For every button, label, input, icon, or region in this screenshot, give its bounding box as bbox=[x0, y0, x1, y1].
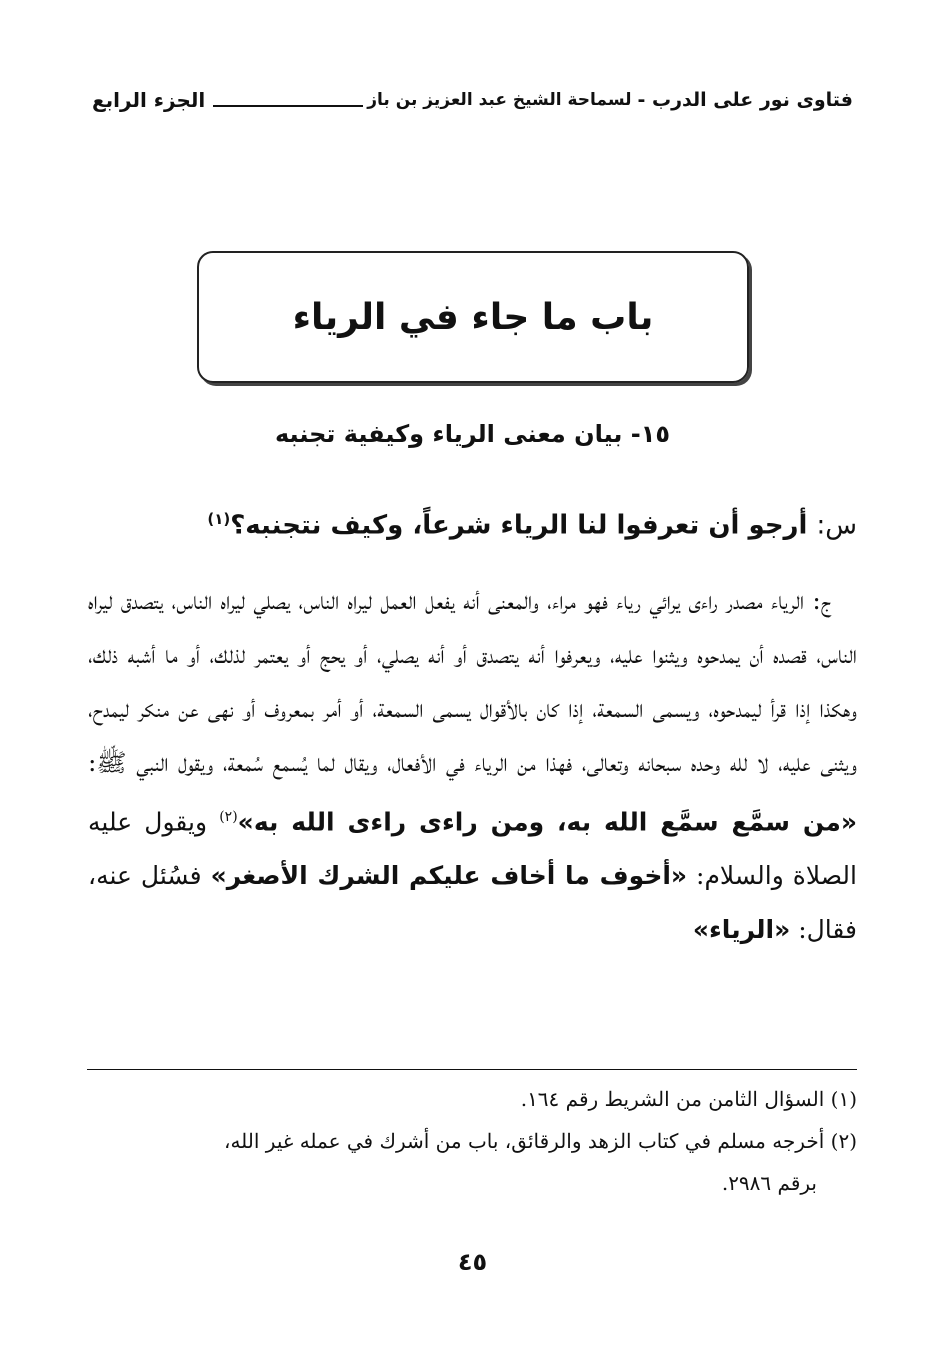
chapter-box bbox=[197, 251, 749, 383]
footnote-2-mark: (٢) bbox=[830, 1129, 857, 1153]
answer-text-2: ويقول عليه الصلاة والسلام: bbox=[88, 807, 857, 891]
footnotes bbox=[88, 1078, 857, 1204]
hadith-quote-2: «أخوف ما أخاف عليكم الشرك الأصغر» bbox=[210, 861, 688, 891]
answer-text-3: فسُئل عنه، فقال: bbox=[88, 861, 857, 945]
hadith-quote-3: «الرياء» bbox=[692, 915, 791, 945]
question-prefix: س: bbox=[816, 510, 857, 541]
footnote-2 bbox=[88, 1120, 857, 1204]
footnote-divider bbox=[87, 1069, 857, 1070]
question-text: أرجو أن تعرفوا لنا الرياء شرعاً، وكيف نتجنبه؟ bbox=[230, 510, 808, 541]
footnote-1-text: السؤال الثامن من الشريط رقم ١٦٤. bbox=[520, 1087, 825, 1111]
header-author: لسماحة الشيخ عبد العزيز بن باز bbox=[367, 90, 632, 110]
chapter-title: باب ما جاء في الرياء bbox=[292, 296, 654, 338]
answer-text-1: ج: الرياء مصدر راءى يرائي رياء فهو مراء، والمعنى أنه يفعل العمل ليراه الناس، يصلي ليراه الناس، يتصدق ليراه الناس، قصده أن يمدحوه ويثنوا عليه، ويعرفوا أنه يتصدق أو أنه يصلي، أو يحج أو يعتمر لذلك، أو ما أشبه ذلك، وهكذا إذا قرأ ليمدحوه، ويسمى السمعة، إذا كان بالأقوال يسمى السمعة، أو أمر بمعروف أو نهى عن منكر ليمدح، ويثنى عليه، لا لله وحده سبحانه وتعالى، فهذا من الرياء في الأفعال، ويقال لما يُسمع سُمعة، ويقول النبي ﷺ: bbox=[88, 586, 857, 777]
hadith-quote-1: «من سمَّع سمَّع الله به، ومن راءى راءى الله به» bbox=[237, 807, 857, 837]
header-rule bbox=[213, 93, 363, 107]
section-title: ١٥- بيان معنى الرياء وكيفية تجنبه bbox=[274, 420, 671, 448]
running-header bbox=[92, 82, 853, 118]
footnote-1-mark: (١) bbox=[830, 1087, 857, 1111]
answer-paragraph bbox=[88, 574, 857, 957]
header-book-title: فتاوى نور على الدرب - bbox=[637, 89, 853, 111]
question-footnote-mark: (١) bbox=[207, 510, 231, 528]
footnote-2-text: أخرجه مسلم في كتاب الزهد والرقائق، باب من أشرك في عمله غير الله، bbox=[224, 1129, 825, 1153]
page-number: ٤٥ bbox=[457, 1248, 488, 1276]
header-part: الجزء الرابع bbox=[92, 88, 206, 112]
footnote-2-continuation: برقم ٢٩٨٦. bbox=[721, 1171, 817, 1195]
answer-footnote-mark: (٢) bbox=[219, 809, 238, 825]
footnote-1 bbox=[88, 1078, 857, 1120]
question bbox=[88, 496, 857, 549]
